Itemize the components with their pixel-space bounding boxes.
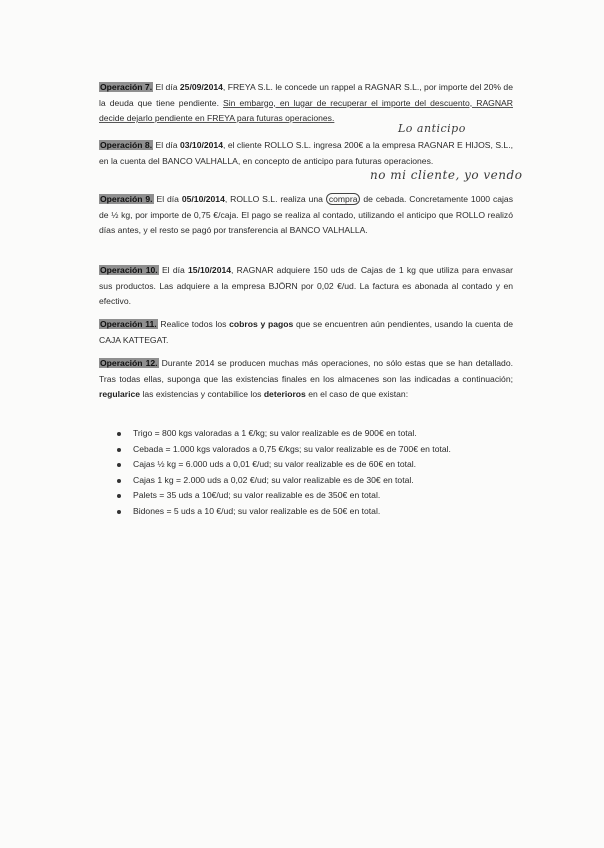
operation-12-paragraph [99, 356, 513, 403]
list-item-text: Cajas ½ kg = 6.000 uds a 0,01 €/ud; su valor realizable es de 60€ en total. [133, 459, 417, 470]
operation-7-paragraph [99, 80, 513, 127]
operation-10-label: Operación 10. [100, 265, 158, 275]
list-item-text: Bidones = 5 uds a 10 €/ud; su valor realizable es de 50€ en total. [133, 505, 381, 516]
operation-7-text-1: El día [153, 82, 180, 92]
operation-7-underlined-text: Sin embargo, en lugar de recuperar el importe del descuento, RAGNAR decide dejarlo pendiente en FREYA para futuras operaciones. [99, 97, 513, 124]
operation-10-text-1: El día [158, 265, 189, 275]
list-item [115, 473, 451, 489]
operation-9-circled-word: compra [326, 193, 361, 205]
operation-11-text-2: que se encuentren aún pendientes, usando la cuenta de CAJA KATTEGAT. [99, 319, 514, 345]
operation-9-text-1: El día [153, 194, 182, 204]
bullet-icon [117, 494, 121, 498]
operation-12-label: Operación 12. [100, 358, 158, 368]
operation-12-bold-regularice: regularice [99, 389, 141, 400]
operation-7-date: 25/09/2014 [179, 82, 223, 92]
bullet-icon [117, 479, 121, 483]
operation-7-text-2: , FREYA S.L. le concede un rappel a RAGNAR S.L., por importe del 20% de la deuda que tiene pendiente. [99, 82, 513, 108]
list-item [115, 426, 451, 442]
list-item-text: Palets = 35 uds a 10€/ud; su valor realizable es de 350€ en total. [133, 490, 381, 501]
bullet-icon [117, 432, 121, 436]
operation-8-date: 03/10/2014 [179, 140, 223, 150]
list-item [115, 442, 451, 458]
operation-11-paragraph [99, 317, 513, 348]
bullet-icon [117, 510, 121, 514]
operation-12-text-3: en el caso de que existan: [305, 389, 409, 400]
operation-10-text-2: , RAGNAR adquiere 150 uds de Cajas de 1 kg que utiliza para envasar sus productos. Las adquiere a la empresa BJÖRN por 0,02 €/ud. La factura es abonada al contado y en efectivo. [99, 265, 513, 307]
operation-12-bold-deterioros: deterioros [263, 389, 306, 400]
inventory-list [115, 426, 451, 520]
operation-8-text-1: El día [153, 140, 180, 150]
list-item-text: Trigo = 800 kgs valoradas a 1 €/kg; su valor realizable es de 900€ en total. [133, 428, 417, 438]
operation-8-text-2: , el cliente ROLLO S.L. ingresa 200€ a la empresa RAGNAR E HIJOS, S.L., en la cuenta del BANCO VALHALLA, en concepto de anticipo para futuras operaciones. [99, 140, 513, 166]
list-item-text: Cebada = 1.000 kgs valorados a 0,75 €/kgs; su valor realizable es de 700€ en total. [133, 443, 451, 454]
operation-8-label: Operación 8. [100, 140, 153, 150]
bullet-icon [117, 448, 121, 452]
operation-9-text-2: , ROLLO S.L. realiza una [224, 194, 326, 204]
operation-9-date: 05/10/2014 [181, 194, 225, 204]
handwritten-note-anticipo: Lo anticipo [398, 122, 466, 135]
operation-9-label: Operación 9. [100, 194, 153, 204]
list-item-text: Cajas 1 kg = 2.000 uds a 0,02 €/ud; su valor realizable es de 30€ en total. [133, 474, 414, 485]
operation-8-paragraph [99, 138, 513, 169]
operation-10-date: 15/10/2014 [188, 265, 232, 275]
list-item [115, 504, 451, 520]
operation-10-paragraph [99, 263, 513, 310]
operation-9-text-3: de cebada. Concretamente 1000 cajas de ½ kg, por importe de 0,75 €/caja. El pago se realiza al contado, utilizando el anticipo que ROLLO realizó días antes, y el resto se pagó por transferencia al BANCO VALHALLA. [99, 194, 514, 236]
list-item [115, 457, 451, 473]
operation-9-paragraph [99, 192, 513, 239]
operation-11-text-1: Realice todos los [157, 319, 230, 329]
bullet-icon [117, 463, 121, 467]
operation-12-text-2: las existencias y contabilice los [140, 389, 264, 400]
operation-11-bold: cobros y pagos [229, 319, 294, 329]
operation-7-label: Operación 7. [100, 82, 153, 92]
operation-11-label: Operación 11. [100, 319, 157, 329]
handwritten-note-cliente: no mi cliente, yo vendo [370, 168, 523, 182]
list-item [115, 488, 451, 504]
operation-12-text-1: Durante 2014 se producen muchas más operaciones, no sólo estas que se han detallado. Tras todas ellas, suponga que las existencias finales en los almacenes son las indicadas a continuación; [99, 358, 514, 384]
